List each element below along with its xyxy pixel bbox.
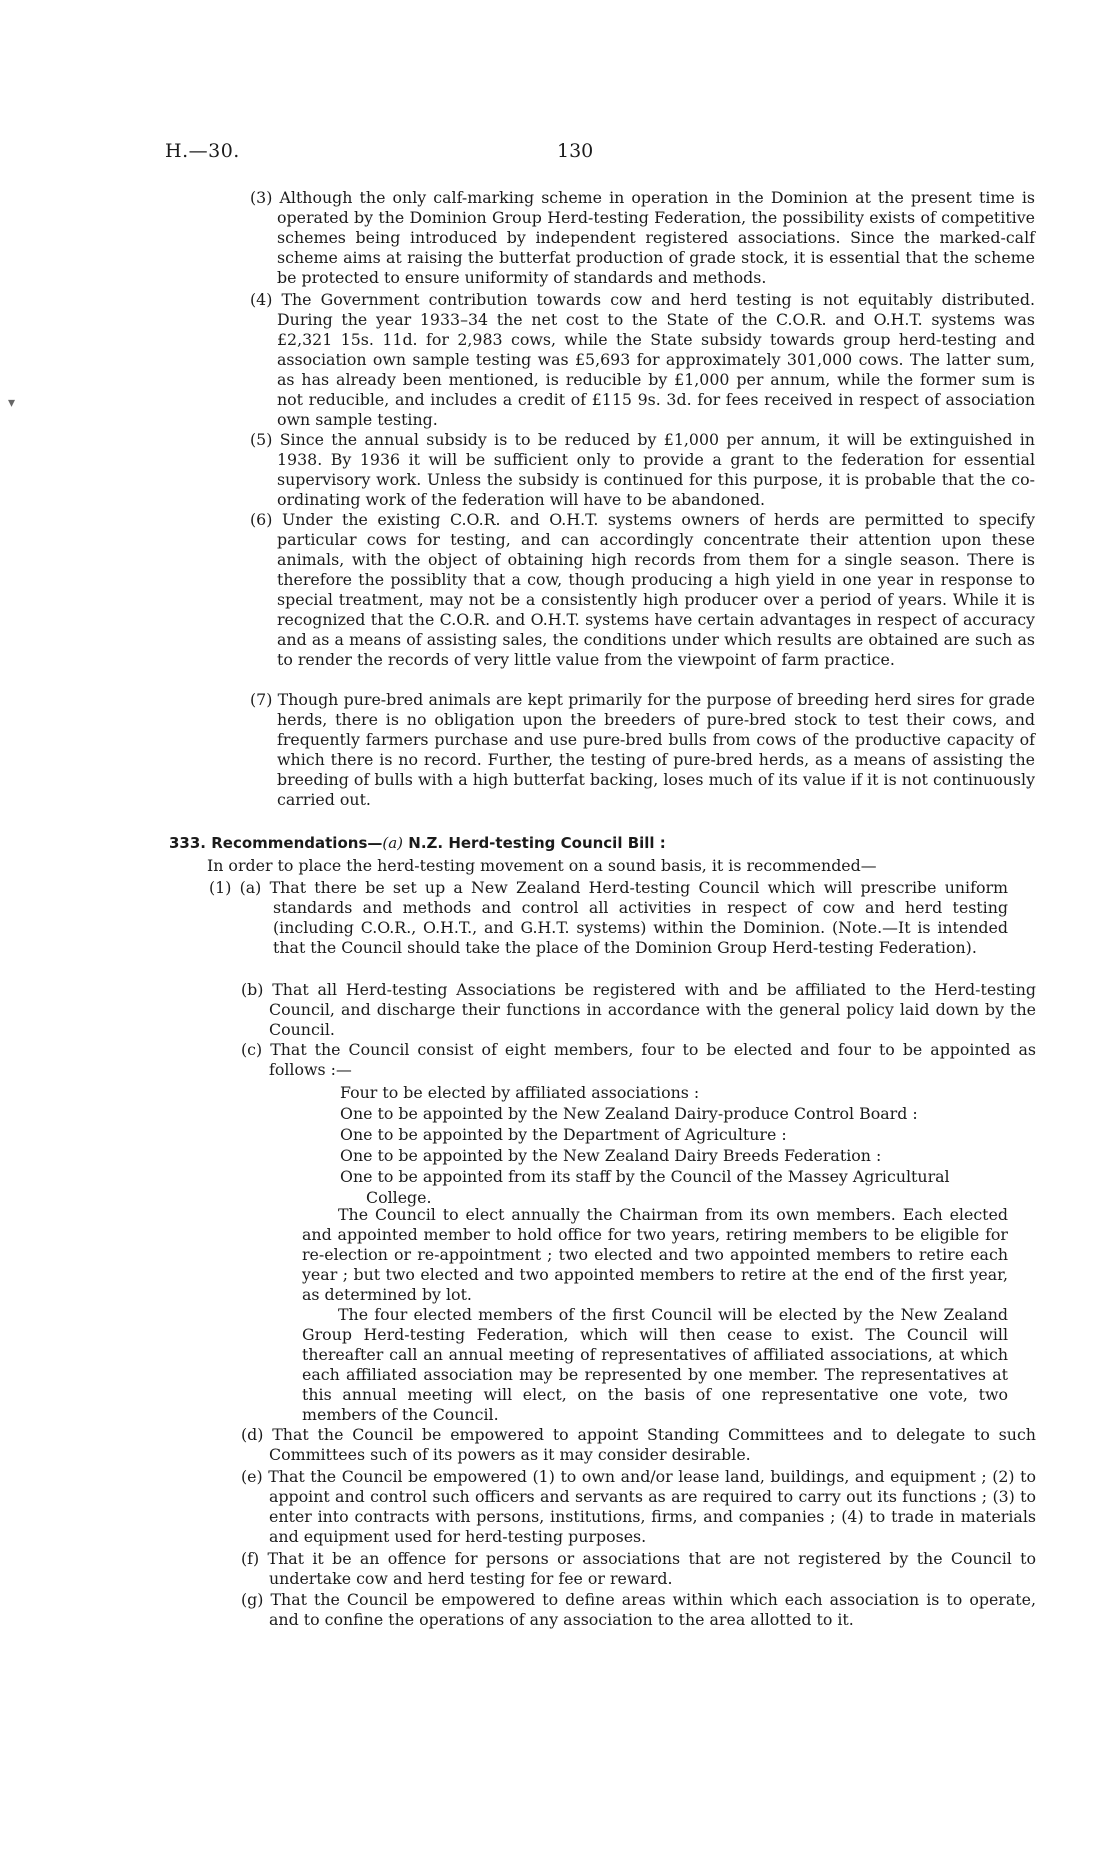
section-intro: In order to place the herd-testing movement on a sound basis, it is recommended— xyxy=(207,856,877,875)
item-6 xyxy=(250,510,1035,670)
member-item: One to be appointed by the Department of Agriculture : xyxy=(340,1125,787,1144)
item-label: (7) xyxy=(250,690,273,709)
section-title: Recommendations— xyxy=(211,834,383,852)
recommendation-text: That the Council be empowered (1) to own and/or lease land, buildings, and equipment ; (2) to appoint and control such officers and servants as are required to carry out its functions ; (3) to enter into contracts with persons, institutions, firms, and companies ; (4) to trade in materials and equipment used for herd-testing purposes. xyxy=(268,1467,1036,1546)
item-3 xyxy=(250,188,1035,288)
recommendation-text: That the Council be empowered to define areas within which each association is to operate, and to confine the operations of any association to the area allotted to it. xyxy=(269,1590,1036,1629)
item-7 xyxy=(250,690,1035,810)
member-item: One to be appointed by the New Zealand Dairy-produce Control Board : xyxy=(340,1104,918,1123)
council-paragraph-1: The Council to elect annually the Chairman from its own members. Each elected and appointed member to hold office for two years, retiring members to be eligible for re-election or re-appointment ; two elected and two appointed members to retire each year ; but two elected and two appointed members to retire at the end of the first year, as determined by lot. xyxy=(302,1205,1008,1304)
item-text: The Government contribution towards cow and herd testing is not equitably distributed. During the year 1933–34 the net cost to the State of the C.O.R. and O.H.T. systems was £2,321 15s. 11d. for 2,983 cows, while the State subsidy towards group herd-testing and association own sample testing was £5,693 for approximately 301,000 cows. The latter sum, as has already been mentioned, is reducible by £1,000 per annum, while the former sum is not reducible, and includes a credit of £115 9s. 3d. for fees received in respect of association own sample testing. xyxy=(277,290,1035,429)
recommendation-label: (d) xyxy=(241,1425,264,1444)
recommendation-e xyxy=(241,1467,1036,1547)
recommendation-label: (1) (a) xyxy=(209,878,262,897)
item-text: Although the only calf-marking scheme in operation in the Dominion at the present time is operated by the Dominion Group Herd-testing Federation, the possibility exists of competitive schemes being introduced by independent registered associations. Since the marked-calf scheme aims at raising the butterfat production of grade stock, it is essential that the scheme be protected to ensure uniformity of standards and methods. xyxy=(277,188,1035,287)
item-label: (4) xyxy=(250,290,273,309)
item-text: Though pure-bred animals are kept primarily for the purpose of breeding herd sires for grade herds, there is no obligation upon the breeders of pure-bred stock to test their cows, and frequently farmers purchase and use pure-bred bulls from cows of the productive capacity of which there is no record. Further, the testing of pure-bred herds, as a means of assisting the breeding of bulls with a high butterfat backing, loses much of its value if it is not continuously carried out. xyxy=(277,690,1035,809)
recommendation-text: That it be an offence for persons or associations that are not registered by the Council to undertake cow and herd testing for fee or reward. xyxy=(267,1549,1036,1588)
recommendation-b xyxy=(241,980,1036,1040)
recommendation-text: That the Council be empowered to appoint Standing Committees and to delegate to such Committees such of its powers as it may consider desirable. xyxy=(269,1425,1036,1464)
recommendation-label: (c) xyxy=(241,1040,263,1059)
recommendation-d xyxy=(241,1425,1036,1465)
margin-mark: ▾ xyxy=(8,395,16,411)
recommendation-label: (g) xyxy=(241,1590,264,1609)
recommendation-text: That there be set up a New Zealand Herd-testing Council which will prescribe uniform standards and methods and control all activities in respect of cow and herd testing (including C.O.R., O.H.T., and G.H.T. systems) within the Dominion. (Note.—It is intended that the Council should take the place of the Dominion Group Herd-testing Federation). xyxy=(269,878,1008,957)
section-heading xyxy=(169,834,666,852)
item-label: (6) xyxy=(250,510,273,529)
recommendation-1a xyxy=(209,878,1008,958)
recommendation-label: (f) xyxy=(241,1549,260,1568)
member-item: Four to be elected by affiliated associations : xyxy=(340,1083,700,1102)
recommendation-c xyxy=(241,1040,1036,1080)
item-text: Under the existing C.O.R. and O.H.T. systems owners of herds are permitted to specify particular cows for testing, and can accordingly concentrate their attention upon these animals, with the object of obtaining high records from them for a single season. There is therefore the possiblity that a cow, though producing a high yield in one year in response to special treatment, may not be a consistently high producer over a period of years. While it is recognized that the C.O.R. and O.H.T. systems have certain advantages in respect of accuracy and as a means of assisting sales, the conditions under which results are obtained are such as to render the records of very little value from the viewpoint of farm practice. xyxy=(277,510,1036,669)
member-item: One to be appointed from its staff by the Council of the Massey Agricultural College. xyxy=(340,1167,950,1207)
recommendation-text: That all Herd-testing Associations be registered with and be affiliated to the Herd-testing Council, and discharge their functions in accordance with the general policy laid down by the Council. xyxy=(269,980,1036,1039)
recommendation-label: (e) xyxy=(241,1467,263,1486)
section-sub-title: N.Z. Herd-testing Council Bill : xyxy=(408,834,666,852)
recommendation-text: That the Council consist of eight members, four to be elected and four to be appointed as follows :— xyxy=(269,1040,1036,1079)
item-label: (3) xyxy=(250,188,273,207)
item-4 xyxy=(250,290,1035,430)
page-number: 130 xyxy=(557,140,594,162)
section-number: 333. xyxy=(169,834,207,852)
recommendation-label: (b) xyxy=(241,980,264,999)
item-5 xyxy=(250,430,1035,510)
recommendation-g xyxy=(241,1590,1036,1630)
council-paragraph-2: The four elected members of the first Council will be elected by the New Zealand Group Herd-testing Federation, which will then cease to exist. The Council will thereafter call an annual meeting of representatives of affiliated associations, at which each affiliated association may be represented by one member. The representatives at this annual meeting will elect, on the basis of one representative one vote, two members of the Council. xyxy=(302,1305,1008,1424)
section-sub-label: (a) xyxy=(382,834,404,852)
member-item: One to be appointed by the New Zealand Dairy Breeds Federation : xyxy=(340,1146,882,1165)
recommendation-f xyxy=(241,1549,1036,1589)
document-reference: H.—30. xyxy=(165,140,240,162)
item-label: (5) xyxy=(250,430,273,449)
item-text: Since the annual subsidy is to be reduced by £1,000 per annum, it will be extinguished in 1938. By 1936 it will be sufficient only to provide a grant to the federation for essential supervisory work. Unless the subsidy is continued for this purpose, it is probable that the co-ordinating work of the federation will have to be abandoned. xyxy=(277,430,1035,509)
member-list xyxy=(340,1082,1008,1208)
